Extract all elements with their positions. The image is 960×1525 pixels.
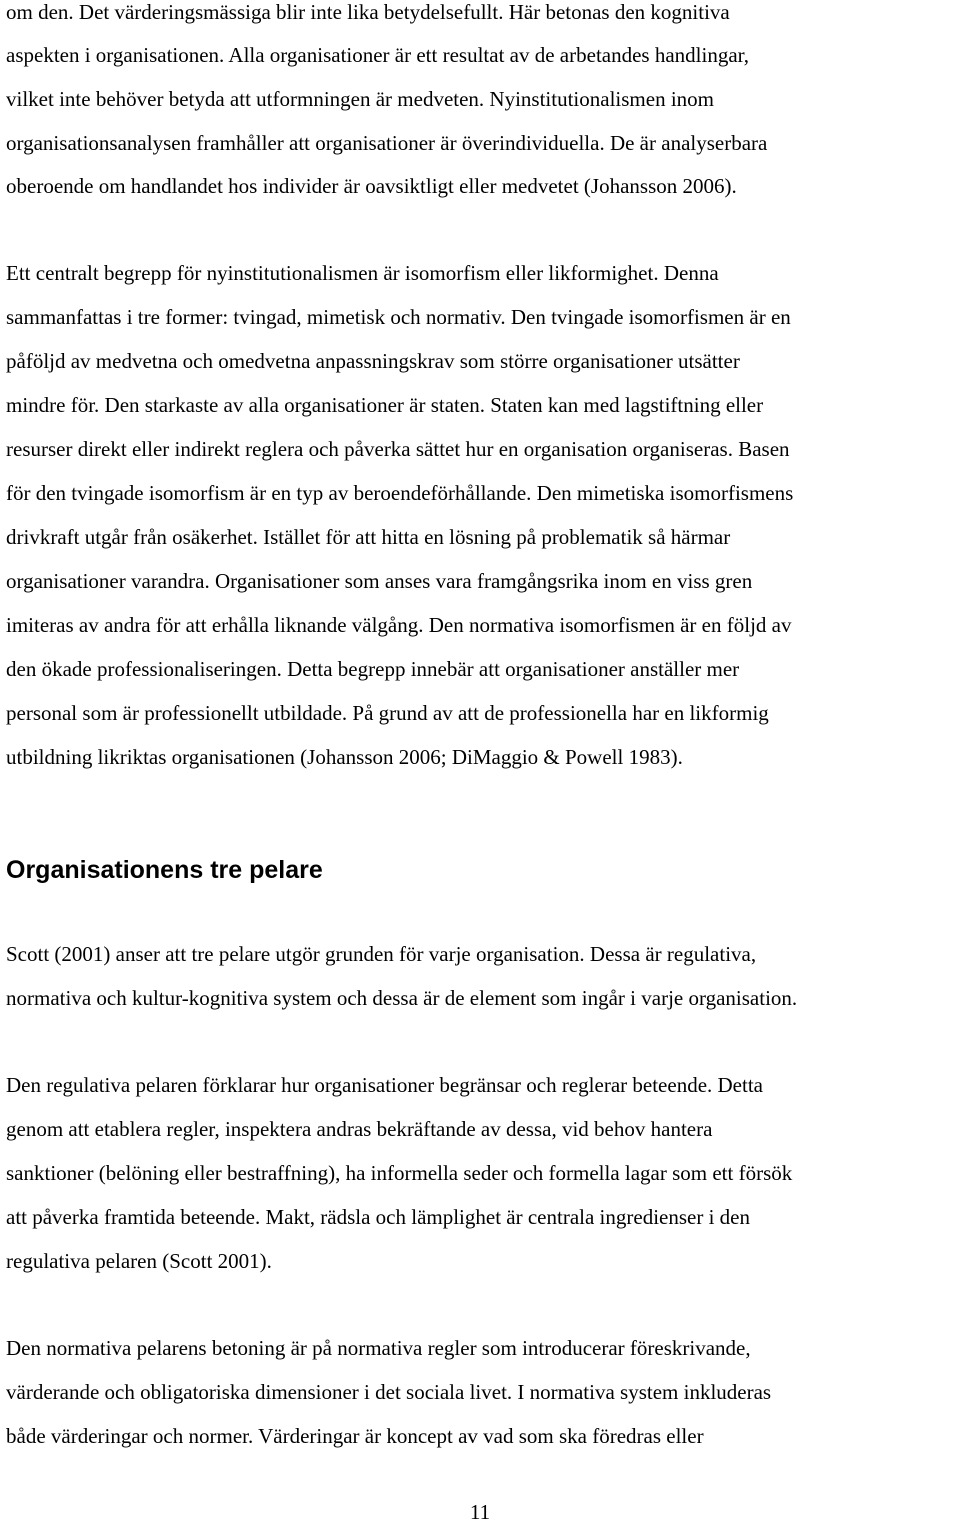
text-line: vilket inte behöver betyda att utformningen är medveten. Nyinstitutionalismen inom: [6, 87, 715, 111]
text-line: mindre för. Den starkaste av alla organisationer är staten. Staten kan med lagstiftning eller: [6, 393, 764, 417]
text-line: om den. Det värderingsmässiga blir inte lika betydelsefullt. Här betonas den kognitiva: [6, 0, 730, 24]
text-line: normativa och kultur-kognitiva system och dessa är de element som ingår i varje organisation.: [6, 986, 798, 1010]
text-line: den ökade professionaliseringen. Detta begrepp innebär att organisationer anställer mer: [6, 657, 740, 681]
text-line: personal som är professionellt utbildade. På grund av att de professionella har en likformig: [6, 701, 769, 725]
text-line: sammanfattas i tre former: tvingad, mimetisk och normativ. Den tvingade isomorfismen är en: [6, 305, 791, 329]
text-line: organisationsanalysen framhåller att organisationer är överindividuella. De är analyserbara: [6, 131, 768, 155]
text-line: regulativa pelaren (Scott 2001).: [6, 1249, 272, 1273]
text-line: sanktioner (belöning eller bestraffning), ha informella seder och formella lagar som ett försök: [6, 1161, 793, 1185]
text-line: Scott (2001) anser att tre pelare utgör grunden för varje organisation. Dessa är regulativa,: [6, 942, 757, 966]
text-line: utbildning likriktas organisationen (Johansson 2006; DiMaggio & Powell 1983).: [6, 745, 683, 769]
text-line: för den tvingade isomorfism är en typ av beroendeförhållande. Den mimetiska isomorfismens: [6, 481, 794, 505]
page-number: 11: [469, 1500, 491, 1524]
text-line: genom att etablera regler, inspektera andras bekräftande av dessa, vid behov hantera: [6, 1117, 713, 1141]
text-line: både värderingar och normer. Värderingar är koncept av vad som ska föredras eller: [6, 1424, 704, 1448]
text-line: imiteras av andra för att erhålla liknande välgång. Den normativa isomorfismen är en följd av: [6, 613, 792, 637]
text-line: Ett centralt begrepp för nyinstitutionalismen är isomorfism eller likformighet. Denna: [6, 261, 719, 285]
section-heading: Organisationens tre pelare: [6, 856, 323, 884]
text-line: Den regulativa pelaren förklarar hur organisationer begränsar och reglerar beteende. Detta: [6, 1073, 763, 1097]
text-line: resurser direkt eller indirekt reglera och påverka sättet hur en organisation organiseras. Basen: [6, 437, 790, 461]
text-line: värderande och obligatoriska dimensioner i det sociala livet. I normativa system inkluderas: [6, 1380, 772, 1404]
text-line: att påverka framtida beteende. Makt, rädsla och lämplighet är centrala ingredienser i den: [6, 1205, 751, 1229]
text-line: oberoende om handlandet hos individer är oavsiktligt eller medvetet (Johansson 2006).: [6, 174, 737, 198]
text-line: Den normativa pelarens betoning är på normativa regler som introducerar föreskrivande,: [6, 1336, 751, 1360]
text-line: drivkraft utgår från osäkerhet. Istället för att hitta en lösning på problematik så härmar: [6, 525, 731, 549]
text-line: aspekten i organisationen. Alla organisationer är ett resultat av de arbetandes handlingar,: [6, 43, 750, 67]
text-line: påföljd av medvetna och omedvetna anpassningskrav som större organisationer utsätter: [6, 349, 740, 373]
text-line: organisationer varandra. Organisationer som anses vara framgångsrika inom en viss gren: [6, 569, 753, 593]
